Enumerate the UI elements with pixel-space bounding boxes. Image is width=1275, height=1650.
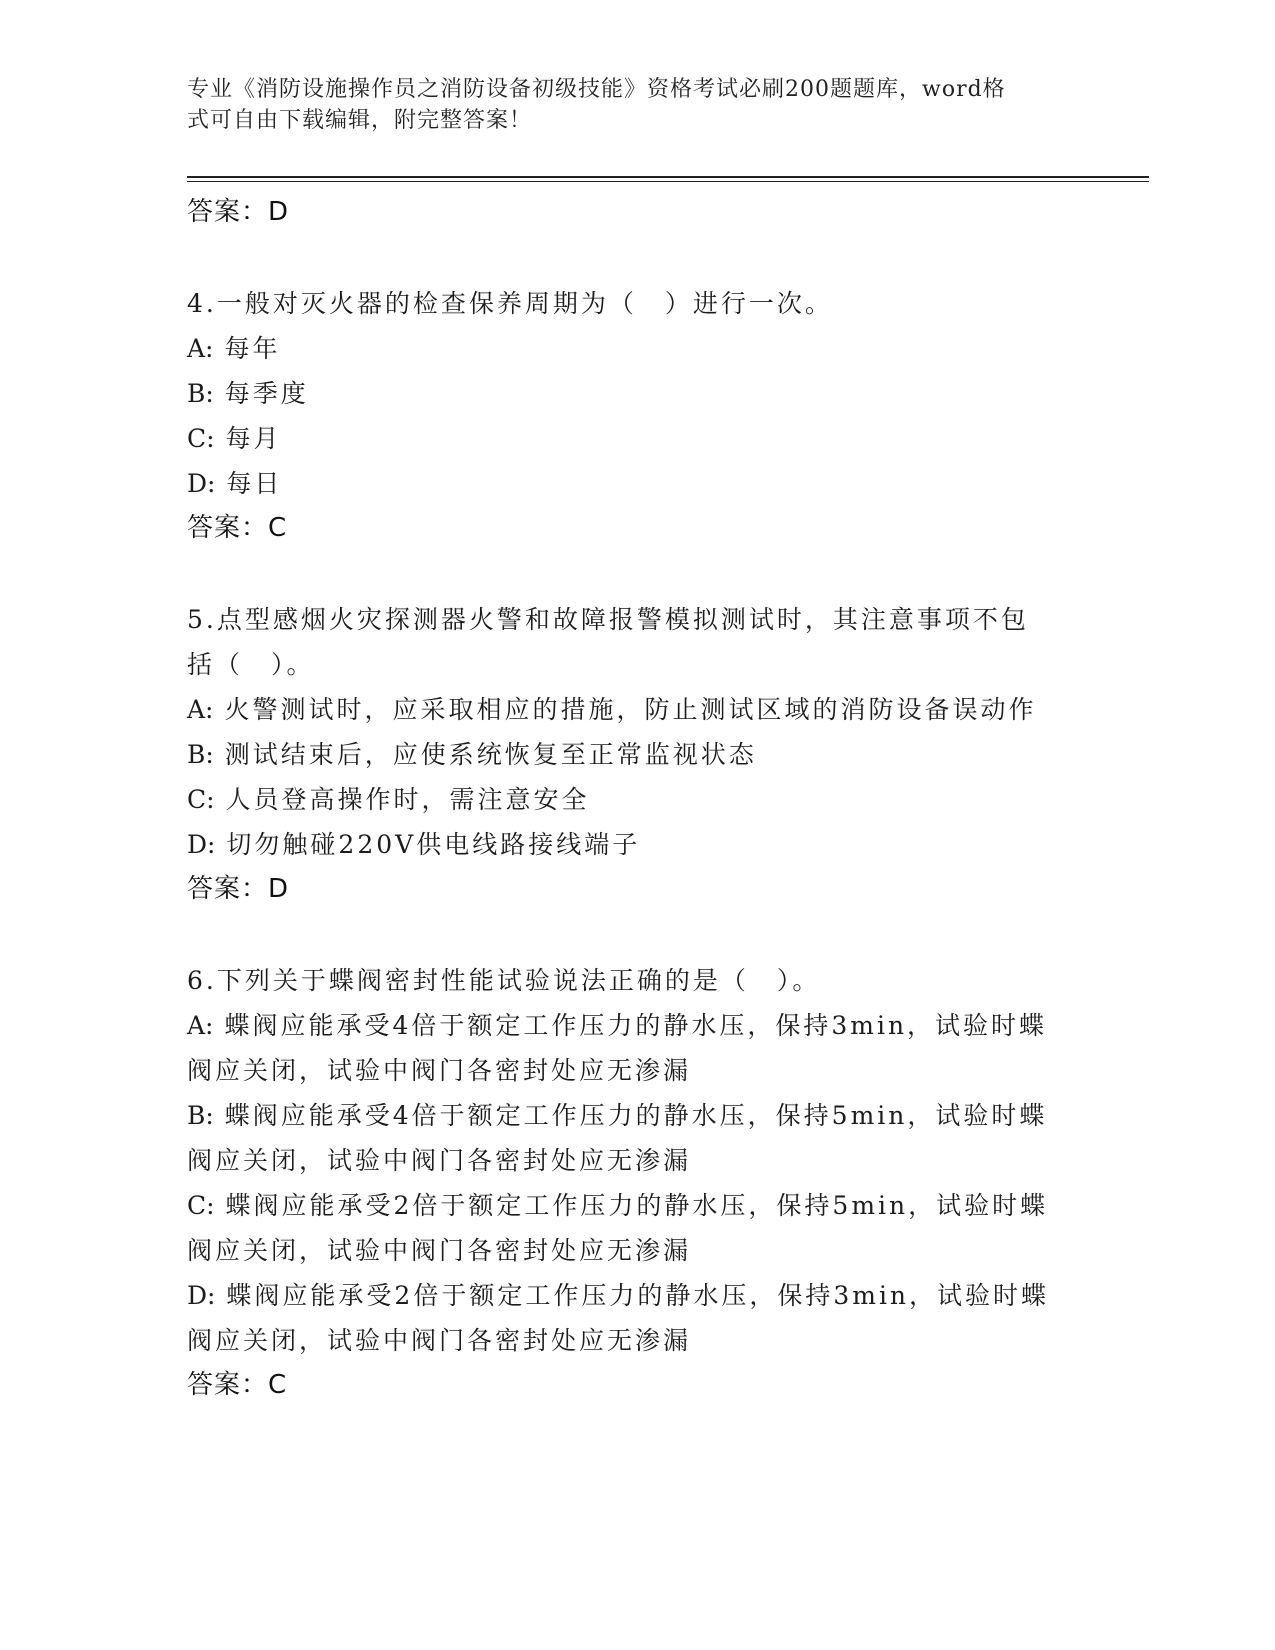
option-b-continued: 阀应关闭，试验中阀门各密封处应无渗漏 (187, 1146, 692, 1175)
option-text: 蝶阀应能承受2倍于额定工作压力的静水压，保持5min，试验时蝶 (225, 1191, 1049, 1220)
option-text: 每年 (224, 334, 281, 363)
option-c-continued: 阀应关闭，试验中阀门各密封处应无渗漏 (187, 1236, 692, 1265)
spacer (187, 912, 1087, 958)
spacer (187, 551, 1087, 597)
header-line-1: 专业《消防设施操作员之消防设备初级技能》资格考试必刷200题题库，word格 (187, 77, 1006, 102)
option-key: D: (187, 1281, 216, 1310)
option-d (187, 1273, 1087, 1318)
option-key: C: (187, 785, 215, 814)
option-text: 火警测试时，应采取相应的措施，防止测试区域的消防设备误动作 (224, 695, 1037, 724)
option-b (187, 1093, 1087, 1138)
answer-line: 答案：C (187, 1370, 288, 1400)
answer-line: 答案：C (187, 513, 288, 543)
option-c (187, 416, 1087, 461)
question-stem: 4.一般对灭火器的检查保养周期为（ ）进行一次。 (187, 289, 833, 318)
option-c (187, 1183, 1087, 1228)
option-key: A: (187, 1011, 214, 1040)
option-key: B: (187, 1101, 214, 1130)
question-stem: 5.点型感烟火灾探测器火警和故障报警模拟测试时，其注意事项不包 (187, 605, 1029, 634)
option-c (187, 777, 1087, 822)
option-text: 每季度 (224, 379, 309, 408)
option-key: C: (187, 1191, 215, 1220)
option-text: 人员登高操作时，需注意安全 (225, 785, 590, 814)
option-key: A: (187, 695, 214, 724)
document-header (187, 74, 1087, 136)
option-d (187, 822, 1087, 867)
option-key: D: (187, 830, 216, 859)
option-text: 蝶阀应能承受4倍于额定工作压力的静水压，保持3min，试验时蝶 (224, 1011, 1048, 1040)
question-block (187, 958, 1087, 1408)
question-content (187, 190, 1087, 1408)
option-key: B: (187, 740, 214, 769)
option-key: A: (187, 334, 214, 363)
question-block (187, 281, 1087, 551)
option-text: 蝶阀应能承受4倍于额定工作压力的静水压，保持5min，试验时蝶 (224, 1101, 1048, 1130)
option-a (187, 1003, 1087, 1048)
option-text: 测试结束后，应使系统恢复至正常监视状态 (224, 740, 757, 769)
option-text: 蝶阀应能承受2倍于额定工作压力的静水压，保持3min，试验时蝶 (226, 1281, 1050, 1310)
option-key: D: (187, 469, 216, 498)
question-stem: 6.下列关于蝶阀密封性能试验说法正确的是（ ）。 (187, 966, 821, 995)
option-b (187, 371, 1087, 416)
option-text: 每日 (226, 469, 283, 498)
option-b (187, 732, 1087, 777)
option-d-continued: 阀应关闭，试验中阀门各密封处应无渗漏 (187, 1326, 692, 1355)
previous-answer: 答案：D (187, 197, 290, 227)
question-block (187, 597, 1087, 912)
header-divider-thick (187, 176, 1149, 178)
option-a (187, 326, 1087, 371)
answer-line: 答案：D (187, 874, 290, 904)
header-divider-thin (187, 181, 1149, 182)
option-d (187, 461, 1087, 506)
option-a-continued: 阀应关闭，试验中阀门各密封处应无渗漏 (187, 1056, 692, 1085)
spacer (187, 235, 1087, 281)
option-a (187, 687, 1087, 732)
option-text: 切勿触碰220V供电线路接线端子 (226, 830, 641, 859)
question-stem-continued: 括（ ）。 (187, 650, 315, 679)
option-key: C: (187, 424, 215, 453)
option-key: B: (187, 379, 214, 408)
header-line-2: 式可自由下载编辑，附完整答案！ (187, 108, 533, 133)
option-text: 每月 (225, 424, 282, 453)
